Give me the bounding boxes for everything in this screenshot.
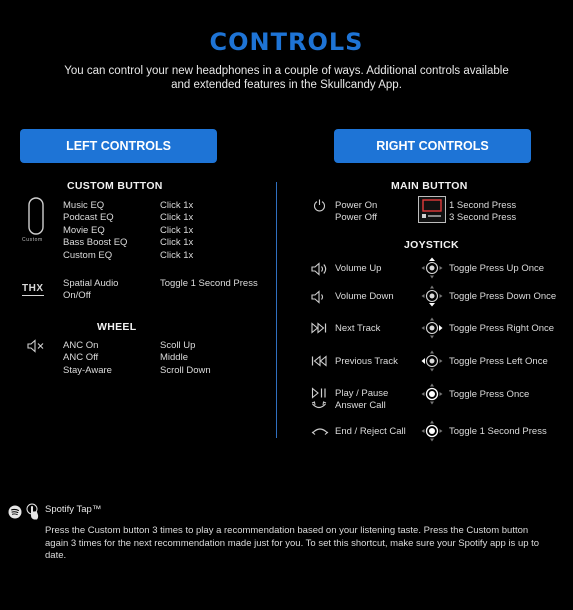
joystick-down-icon: [421, 285, 443, 307]
end-call-icon: [311, 426, 329, 436]
list-item: Podcast EQ: [63, 212, 114, 224]
power-icon: [313, 199, 326, 212]
left-controls-heading: LEFT CONTROLS: [20, 129, 217, 163]
joystick-press-icon: [421, 383, 443, 405]
thx-label-line1: Spatial Audio: [63, 278, 119, 289]
page-subtitle: You can control your new headphones in a couple of ways. Additional controls available and extended features in the Skullcandy App.: [64, 65, 509, 91]
list-item: ANC Off: [63, 352, 99, 364]
thx-label: [63, 278, 118, 303]
list-item: Movie EQ: [63, 224, 105, 236]
spotify-icon: [8, 505, 22, 519]
joystick-right-icon: [421, 317, 443, 339]
main-button-labels: [335, 200, 377, 225]
joystick-label-next-track: Next Track: [335, 323, 381, 334]
main-button-indicator-icon: [418, 196, 446, 223]
joystick-action-volume-up: Toggle Press Up Once: [449, 263, 545, 274]
list-item: Click 1x: [160, 212, 194, 224]
wheel-title: WHEEL: [97, 321, 137, 333]
wheel-actions: [160, 340, 211, 377]
joystick-hold-icon: [421, 420, 443, 442]
list-item: Music EQ: [63, 200, 105, 211]
list-item: 3 Second Press: [449, 212, 517, 224]
joystick-action-previous-track: Toggle Press Left Once: [449, 356, 548, 367]
answer-call-label: Answer Call: [335, 400, 386, 412]
list-item: Middle: [160, 352, 188, 364]
play-pause-icon: [311, 387, 329, 399]
list-item: 1 Second Press: [449, 200, 517, 211]
custom-button-title: CUSTOM BUTTON: [67, 180, 163, 192]
tap-icon: [24, 503, 40, 521]
previous-track-icon: [311, 355, 329, 367]
joystick-label-previous-track: Previous Track: [335, 356, 398, 367]
custom-button-actions: [160, 200, 193, 262]
spotify-tap-description: Press the Custom button 3 times to play a recommendation based on your listening taste. Press the Custom button again 3 times for the next recommendation made just for you. To set this shortcut, make sure your Spotify app is up to date.: [45, 525, 540, 561]
joystick-title: JOYSTICK: [404, 239, 459, 251]
joystick-label-volume-up: Volume Up: [335, 263, 382, 274]
joystick-action-volume-down: Toggle Press Down Once: [449, 291, 557, 302]
wheel-labels: [63, 340, 112, 377]
answer-call-icon: [311, 401, 327, 411]
play-pause-label: Play / Pause: [335, 388, 389, 399]
custom-button-labels: [63, 200, 127, 262]
next-track-icon: [311, 322, 329, 334]
joystick-label-end-call: End / Reject Call: [335, 426, 406, 437]
thx-action: Toggle 1 Second Press: [160, 278, 258, 289]
joystick-up-icon: [421, 257, 443, 279]
column-divider: [276, 182, 277, 438]
list-item: Bass Boost EQ: [63, 237, 128, 249]
volume-up-icon: [311, 262, 329, 276]
list-item: Custom EQ: [63, 249, 113, 261]
thx-logo: THX: [22, 283, 44, 294]
list-item: Power On: [335, 200, 378, 211]
page-title: CONTROLS: [209, 28, 364, 56]
joystick-action-play-pause: Toggle Press Once: [449, 389, 530, 400]
joystick-label-volume-down: Volume Down: [335, 291, 394, 302]
joystick-label-play-pause: [335, 388, 388, 413]
joystick-left-icon: [421, 350, 443, 372]
list-item: Click 1x: [160, 224, 194, 236]
list-item: ANC On: [63, 340, 99, 351]
main-button-title: MAIN BUTTON: [391, 180, 468, 192]
list-item: Power Off: [335, 212, 378, 224]
list-item: Stay-Aware: [63, 364, 112, 376]
list-item: Scoll Up: [160, 340, 196, 351]
volume-down-icon: [311, 290, 329, 304]
list-item: Click 1x: [160, 249, 194, 261]
custom-button-icon: [26, 197, 46, 235]
list-item: Click 1x: [160, 237, 194, 249]
joystick-action-end-call: Toggle 1 Second Press: [449, 426, 547, 437]
right-controls-heading: RIGHT CONTROLS: [334, 129, 531, 163]
thx-label-line2: On/Off: [63, 290, 91, 302]
main-button-actions: [449, 200, 516, 225]
list-item: Scroll Down: [160, 364, 211, 376]
list-item: Click 1x: [160, 200, 194, 211]
joystick-action-next-track: Toggle Press Right Once: [449, 323, 555, 334]
custom-icon-caption: Custom: [22, 237, 43, 243]
spotify-tap-title: Spotify Tap™: [45, 504, 102, 515]
mute-icon: [27, 339, 47, 353]
